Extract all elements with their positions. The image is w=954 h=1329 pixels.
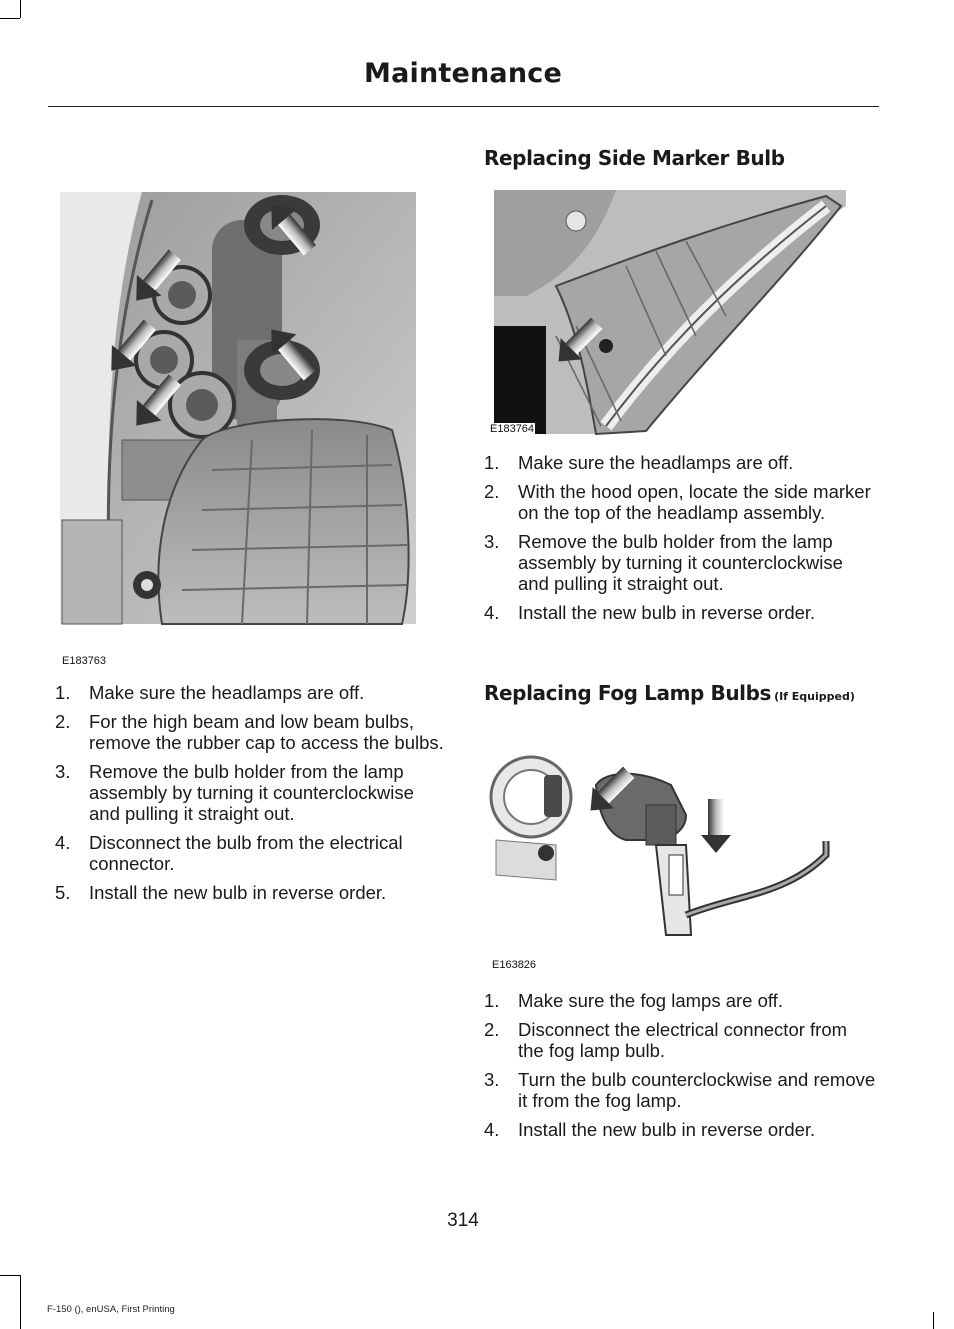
list-item: 4. Install the new bulb in reverse order. bbox=[484, 602, 816, 623]
page-title: Maintenance bbox=[364, 58, 562, 89]
fog-lamp-note: (If Equipped) bbox=[774, 690, 855, 703]
footer-text: F-150 (), enUSA, First Printing bbox=[47, 1304, 175, 1315]
headlamp-steps-list bbox=[55, 682, 447, 911]
list-item: 3. Turn the bulb counterclockwise and remove it from the fog lamp. bbox=[484, 1069, 876, 1111]
list-item: 5. Install the new bulb in reverse order. bbox=[55, 882, 387, 903]
figure-id-label: E163826 bbox=[492, 959, 537, 971]
list-item: 2. For the high beam and low beam bulbs, remove the rubber cap to access the bulbs. bbox=[55, 711, 444, 753]
crop-mark-bottom-right bbox=[933, 1312, 934, 1329]
list-item: 4. Install the new bulb in reverse order. bbox=[484, 1119, 816, 1140]
fog-lamp-steps-list bbox=[484, 990, 876, 1148]
fog-lamp-title: Replacing Fog Lamp Bulbs bbox=[484, 681, 772, 705]
crop-mark-top-left-h bbox=[0, 18, 20, 19]
side-marker-figure bbox=[486, 186, 852, 436]
list-item: 4. Disconnect the bulb from the electrical connector. bbox=[55, 832, 403, 874]
list-item: 3. Remove the bulb holder from the lamp assembly by turning it counterclockwise and pulling it straight out. bbox=[55, 761, 414, 824]
figure-id-label: E183763 bbox=[62, 655, 107, 667]
figure-id-label: E183764 bbox=[490, 423, 535, 435]
list-item: 2. Disconnect the electrical connector from the fog lamp bulb. bbox=[484, 1019, 848, 1061]
header-divider bbox=[48, 106, 879, 107]
list-item: 1. Make sure the headlamps are off. bbox=[55, 682, 365, 703]
side-marker-steps-list bbox=[484, 452, 876, 631]
list-item: 1. Make sure the headlamps are off. bbox=[484, 452, 794, 473]
page-number: 314 bbox=[447, 1210, 479, 1231]
list-item: 2. With the hood open, locate the side marker on the top of the headlamp assembly. bbox=[484, 481, 871, 523]
headlamp-bulb-figure bbox=[52, 180, 432, 635]
list-item: 3. Remove the bulb holder from the lamp assembly by turning it counterclockwise and pulling it straight out. bbox=[484, 531, 843, 594]
crop-mark-bottom-left-h bbox=[0, 1275, 20, 1276]
list-item: 1. Make sure the fog lamps are off. bbox=[484, 990, 783, 1011]
fog-lamp-figure bbox=[486, 745, 836, 945]
crop-mark-bottom-left bbox=[20, 1275, 21, 1329]
crop-mark-top-left bbox=[20, 0, 21, 18]
fog-lamp-heading bbox=[484, 681, 855, 705]
side-marker-heading: Replacing Side Marker Bulb bbox=[484, 146, 785, 170]
